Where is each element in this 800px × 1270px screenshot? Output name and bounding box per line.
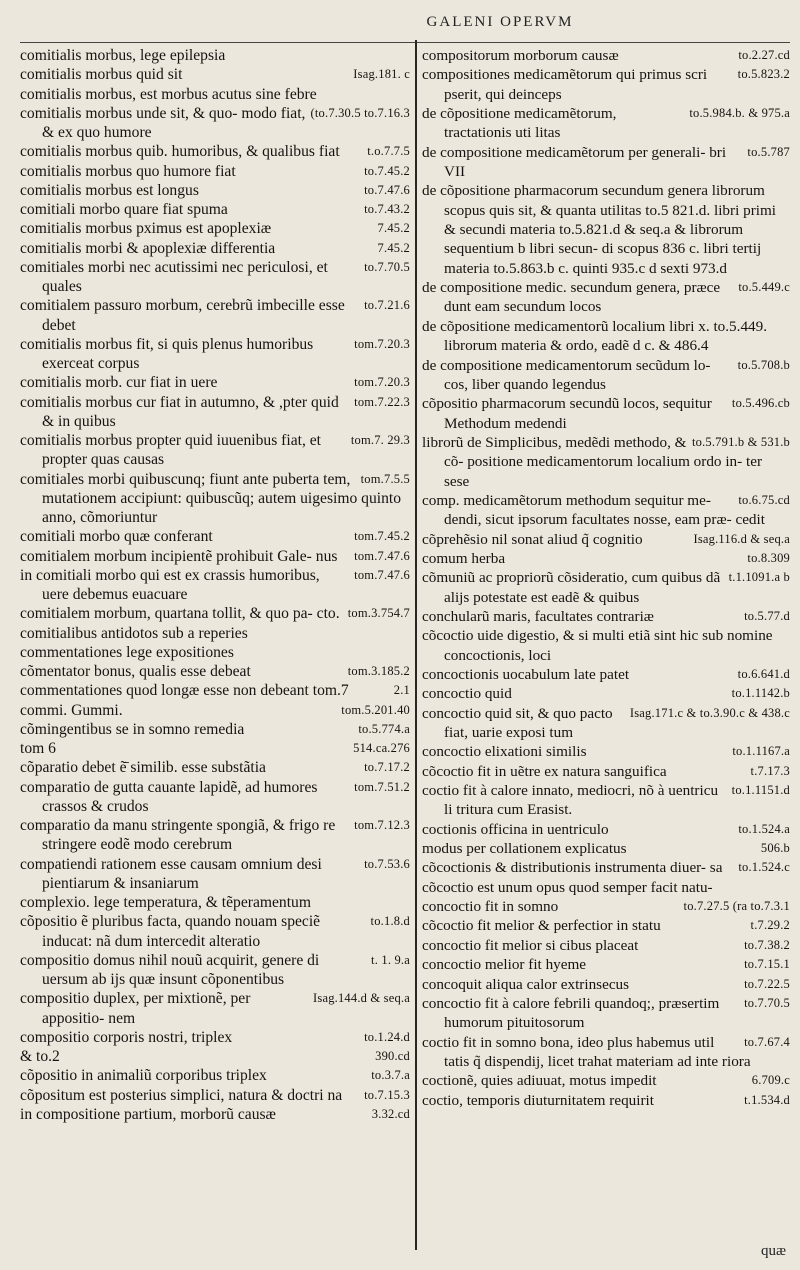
index-entry: [422, 1091, 790, 1110]
index-entry: [422, 916, 790, 935]
index-entry: [422, 820, 790, 839]
entry-text: & to.2: [20, 1048, 60, 1065]
index-entry: [422, 491, 790, 530]
index-entry: [20, 393, 410, 432]
entry-text: comitialis morbus est longus: [20, 181, 199, 199]
entry-reference: Isag.181. c: [353, 67, 410, 82]
entry-text: de cõpositione medicamẽtorum, tractationis uti litas: [422, 105, 617, 142]
entry-text: comitialibus antidotos sub a reperies: [20, 624, 248, 642]
index-entry: [422, 858, 790, 877]
entry-text: comitialis morbus fit, si quis plenus humoribus exerceat corpus: [20, 335, 314, 372]
index-entry: [422, 568, 790, 607]
entry-text: compositio corporis nostri, triplex: [20, 1028, 233, 1046]
index-entry: [422, 46, 790, 65]
index-entry: [20, 1047, 410, 1066]
entry-text: cõpositum est posterius simplici, natura & doctri na: [20, 1086, 343, 1104]
entry-reference: to.7.53.6: [364, 856, 410, 871]
entry-reference: tom.7.45.2: [354, 529, 410, 544]
index-entry: [20, 258, 410, 297]
entry-text: in compositione partium, morborũ causæ: [20, 1105, 276, 1123]
entry-text: cõcoctio fit in uẽtre ex natura sanguifica: [422, 762, 667, 780]
index-entry: [20, 85, 410, 104]
index-entry: [20, 758, 410, 777]
index-entry: [422, 665, 790, 684]
entry-text: cõprehẽsio nil sonat aliud q̃ cognitio: [422, 530, 643, 548]
entry-text: comparatio da manu stringente spongiã, & frigo re stringere eodẽ modo cerebrum: [20, 817, 336, 854]
index-entry: [20, 219, 410, 238]
entry-reference: 7.45.2: [377, 221, 410, 236]
entry-text: cõcoctio est unum opus quod semper facit natu-: [422, 878, 713, 896]
entry-text: comitialis morbus cur fiat in autumno, & ,pter quid & in quibus: [20, 393, 339, 430]
entry-text: comitialis morbus quib. humoribus, & qualibus fiat: [20, 143, 340, 161]
entry-reference: to.7.45.2: [364, 163, 410, 178]
index-entry: [20, 989, 410, 1028]
entry-reference: t. 1. 9.a: [371, 952, 410, 967]
index-entry: [20, 46, 410, 65]
entry-text: conchularũ maris, facultates contrariæ: [422, 607, 654, 625]
entry-reference: to.5.449.c: [738, 280, 790, 295]
entry-text: commentationes lege expositiones: [20, 643, 234, 661]
entry-text: comparatio de gutta cauante lapidẽ, ad humores crassos & crudos: [20, 778, 318, 815]
entry-text: comitialis morbus, est morbus acutus sine febre: [20, 85, 317, 103]
entry-text: cõmuniũ ac propriorũ cõsideratio, cum quibus dã alijs potestate est eadẽ & quibus: [422, 569, 721, 606]
entry-text: comitialis morbus, lege epilepsia: [20, 47, 226, 64]
entry-reference: to.5.77.d: [744, 608, 790, 623]
entry-text: compatiendi rationem esse causam omnium desi pientiarum & insaniarum: [20, 855, 322, 892]
entry-reference: to.1.24.d: [364, 1029, 410, 1044]
entry-reference: tom.7.22.3: [354, 394, 410, 409]
index-entry: [20, 778, 410, 817]
entry-reference: to.6.75.cd: [738, 492, 790, 507]
index-entry: [422, 975, 790, 994]
entry-reference: Isag.171.c & to.3.90.c & 438.c: [629, 705, 790, 720]
index-entry: [20, 643, 410, 662]
entry-text: compositorum morborum causæ: [422, 47, 619, 64]
index-entry: [422, 433, 790, 491]
index-entry: [20, 65, 410, 84]
entry-reference: tom.7.47.6: [354, 548, 410, 563]
entry-reference: to.7.27.5 (ra to.7.3.1: [683, 899, 790, 914]
index-entry: [422, 530, 790, 549]
index-entry: [20, 431, 410, 470]
right-column: [422, 46, 790, 1246]
index-entry: [20, 604, 410, 623]
index-entry: [422, 549, 790, 568]
entry-text: cõpositio ẽ pluribus facta, quando nouam speciẽ inducat: nã dum intercedit alteratio: [20, 913, 321, 950]
entry-reference: to.7.70.5: [364, 259, 410, 274]
running-header: [0, 14, 800, 42]
entry-text: cõmentator bonus, qualis esse debeat: [20, 663, 251, 680]
entry-text: comitialis morbus quo humore fiat: [20, 162, 236, 180]
index-entry: [20, 701, 410, 720]
index-entry: [20, 547, 410, 566]
entry-text: concoctionis uocabulum late patet: [422, 666, 630, 683]
entry-text: comitiales morbi nec acutissimi nec periculosi, et quales: [20, 258, 328, 295]
index-entry: [20, 1086, 410, 1105]
entry-reference: to.1.524.a: [738, 821, 790, 836]
entry-text: comp. medicamẽtorum methodum sequitur me- dendi, sicut ipsorum facultates nosse, eam præ- cedit: [422, 491, 765, 529]
entry-reference: to.5.984.b. & 975.a: [689, 106, 790, 121]
entry-reference: 3.32.cd: [371, 1106, 410, 1121]
entry-text: comitiali morbo quare fiat spuma: [20, 201, 228, 218]
entry-text: coctio fit in somno bona, ideo plus habemus util tatis q̃ dispendij, licet trahat materiam ad inte riora: [422, 1033, 751, 1070]
entry-reference: tom.7.20.3: [354, 336, 410, 351]
entry-reference: to.1.1142.b: [731, 686, 790, 701]
index-entry: [20, 335, 410, 374]
entry-text: cõpositio pharmacorum secundũ locos, sequitur Methodum medendi: [422, 395, 712, 432]
header-rule: [20, 42, 790, 43]
index-entry: [20, 373, 410, 392]
index-entry: [422, 878, 790, 897]
catchword: quæ: [760, 1243, 786, 1259]
running-title: GALENI OPERVM: [426, 14, 574, 30]
entry-reference: 514.ca.276: [353, 741, 410, 755]
entry-reference: t.7.17.3: [750, 763, 790, 778]
entry-reference: to.7.43.2: [364, 202, 410, 216]
entry-reference: tom.7.51.2: [354, 779, 410, 794]
index-entry: [422, 1033, 790, 1072]
entry-reference: to.7.67.4: [744, 1034, 790, 1049]
entry-text: commi. Gummi.: [20, 701, 123, 719]
entry-text: cõcoctio fit melior & perfectior in statu: [422, 917, 661, 935]
entry-reference: to.7.15.3: [364, 1087, 410, 1102]
entry-text: complexio. lege temperatura, & tẽperamentum: [20, 894, 311, 911]
index-entry: [422, 65, 790, 104]
entry-text: comitialis morbus quid sit: [20, 66, 183, 84]
index-entry: [422, 936, 790, 955]
entry-reference: tom.7.20.3: [354, 375, 410, 390]
entry-text: de compositione medic. secundum genera, præce dunt eam secundum locos: [422, 279, 721, 316]
index-entry: [20, 951, 410, 990]
entry-text: concoctio fit melior si cibus placeat: [422, 936, 639, 954]
entry-reference: to.7.22.5: [744, 976, 790, 991]
index-entry: [20, 527, 410, 546]
index-entry: [20, 1066, 410, 1085]
entry-reference: Isag.144.d & seq.a: [313, 991, 410, 1006]
entry-text: compositio duplex, per mixtionẽ, per appositio- nem: [20, 990, 251, 1027]
index-entry: [422, 607, 790, 626]
index-entry: [422, 317, 790, 356]
entry-reference: t.1.534.d: [744, 1092, 790, 1107]
index-entry: [422, 762, 790, 781]
entry-reference: to.5.708.b: [737, 357, 790, 372]
entry-text: commentationes quod longæ esse non debeant tom.7: [20, 682, 349, 700]
entry-text: comitialis morbus pximus est apoplexiæ: [20, 220, 272, 238]
index-entry: [422, 994, 790, 1033]
index-entry: [20, 470, 410, 528]
entry-reference: tom.3.754.7: [347, 606, 410, 621]
index-entry: [20, 739, 410, 758]
entry-text: concoquit aliqua calor extrinsecus: [422, 975, 630, 993]
entry-reference: tom.7.47.6: [354, 567, 410, 582]
entry-text: cõcoctionis & distributionis instrumenta diuer- sa: [422, 859, 723, 877]
entry-text: cõparatio debet ẽ̄ similib. esse substãtia: [20, 759, 266, 777]
entry-reference: 390.cd: [375, 1049, 410, 1063]
index-entry: [422, 839, 790, 858]
entry-reference: to.5.791.b & 531.b: [691, 434, 790, 449]
index-entry: [422, 704, 790, 743]
index-entry: [20, 912, 410, 951]
index-entry: [422, 278, 790, 317]
index-entry: [422, 1071, 790, 1090]
entry-text: compositiones medicamẽtorum qui primus scri pserit, qui deinceps: [422, 66, 708, 103]
entry-reference: 7.45.2: [377, 240, 410, 255]
entry-reference: 2.1: [393, 683, 410, 698]
entry-text: comitialem passuro morbum, cerebrũ imbecille esse debet: [20, 297, 345, 334]
entry-reference: to.1.1151.d: [731, 783, 790, 798]
entry-reference: 506.b: [760, 841, 790, 856]
index-entry: [20, 855, 410, 894]
index-entry: [20, 566, 410, 605]
entry-text: de cõpositione medicamentorũ localium libri x. to.5.449. librorum materia & ordo, eadẽ d c. & 486.4: [422, 317, 768, 355]
entry-reference: to.2.27.cd: [738, 48, 790, 62]
entry-reference: Isag.116.d & seq.a: [693, 531, 790, 546]
index-entry: [20, 1105, 410, 1124]
entry-text: de compositione medicamẽtorum per generali- bri VII: [422, 143, 727, 181]
entry-text: concoctio quid: [422, 685, 512, 703]
entry-reference: tom.7. 29.3: [350, 433, 410, 447]
entry-text: comitialis morb. cur fiat in uere: [20, 374, 218, 392]
index-entry: [20, 142, 410, 161]
entry-reference: to.5.787: [747, 144, 790, 159]
entry-reference: to.7.70.5: [744, 995, 790, 1010]
entry-text: comitialis morbus unde sit, & quo- modo fiat, & ex quo humore: [20, 104, 306, 141]
entry-reference: to.8.309: [747, 550, 790, 565]
entry-reference: tom.7.5.5: [360, 471, 410, 486]
entry-text: cõcoctio uide digestio, & si multi etiã sint hic sub nomine concoctionis, loci: [422, 627, 773, 664]
index-entry: [422, 181, 790, 278]
entry-reference: 6.709.c: [751, 1073, 790, 1088]
index-entry: [20, 296, 410, 335]
index-entry: [20, 662, 410, 681]
entry-text: comitiali morbo quæ conferant: [20, 528, 213, 546]
entry-reference: to.7.15.1: [744, 957, 790, 972]
entry-text: comitiales morbi quibuscunq; fiunt ante puberta tem, mutationem accipiunt: quibuscũq; autem uigesimo quinto anno, cõmoriuntur: [20, 470, 402, 526]
entry-reference: to.5.774.a: [358, 721, 410, 736]
entry-text: concoctio quid sit, & quo pacto fiat, uarie exposi tum: [422, 704, 613, 742]
entry-reference: tom.7.12.3: [354, 818, 410, 832]
entry-reference: to.7.38.2: [744, 937, 790, 952]
entry-reference: to.5.496.cb: [731, 396, 790, 411]
entry-text: concoctio fit in somno: [422, 898, 559, 916]
index-entry: [20, 181, 410, 200]
entry-reference: to.7.47.6: [364, 182, 410, 197]
entry-reference: to.1.524.c: [738, 860, 790, 875]
column-divider: [415, 40, 417, 1250]
entry-text: concoctio fit à calore febrili quandoq;, præsertim humorum pituitosorum: [422, 994, 720, 1032]
index-entry: [422, 356, 790, 395]
entry-text: coctionis officina in uentriculo: [422, 820, 609, 838]
entry-text: cõpositio in animaliũ corporibus triplex: [20, 1067, 267, 1085]
entry-reference: to.3.7.a: [371, 1068, 410, 1083]
index-entry: [422, 684, 790, 703]
entry-reference: to.7.17.2: [364, 760, 410, 775]
entry-reference: to.7.21.6: [364, 298, 410, 313]
entry-reference: to.1.1167.a: [732, 744, 790, 759]
entry-text: coctionẽ, quies adiuuat, motus impedit: [422, 1072, 657, 1090]
entry-text: comitialis morbus propter quid iuuenibus fiat, et propter quas causas: [20, 432, 321, 469]
entry-reference: (to.7.30.5 to.7.16.3: [310, 105, 410, 120]
index-entry: [422, 897, 790, 916]
index-entry: [20, 816, 410, 855]
entry-reference: t.7.29.2: [750, 918, 790, 933]
index-entry: [422, 143, 790, 182]
entry-text: in comitiali morbo qui est ex crassis humoribus, uere debemus euacuare: [20, 566, 320, 603]
entry-text: coctio, temporis diuturnitatem requirit: [422, 1091, 654, 1109]
entry-text: cõmingentibus se in somno remedia: [20, 720, 245, 738]
entry-text: concoctio melior fit hyeme: [422, 956, 587, 974]
left-column: [20, 46, 410, 1246]
entry-reference: to.6.641.d: [737, 667, 790, 681]
entry-text: comum herba: [422, 549, 506, 567]
index-entry: [422, 742, 790, 761]
index-entry: [20, 893, 410, 912]
entry-text: de compositione medicamentorum secũdum lo- cos, liber quando legendus: [422, 356, 711, 393]
entry-reference: tom.5.201.40: [341, 702, 410, 717]
entry-text: modus per collationem explicatus: [422, 840, 627, 858]
entry-reference: to.5.823.2: [737, 67, 790, 82]
index-entry: [20, 239, 410, 258]
index-entry: [20, 1028, 410, 1047]
entry-text: comitialem morbum incipientẽ prohibuit Gale- nus: [20, 547, 338, 565]
index-entry: [20, 624, 410, 643]
entry-text: coctio fit à calore innato, mediocri, nõ à uentricu li tritura cum Erasist.: [422, 782, 719, 819]
index-entry: [20, 104, 410, 143]
entry-reference: t.o.7.7.5: [367, 144, 410, 159]
index-entry: [20, 162, 410, 181]
index-entry: [20, 681, 410, 700]
entry-text: librorũ de Simplicibus, medẽdi methodo, & cõ- positione medicamentorum localium ordo in- ter sese: [422, 433, 763, 490]
entry-text: de cõpositione pharmacorum secundum genera librorum scopus quis sit, & quanta utilitas to.5 821.d. libri primi & secundi materia to.5.821.d & seq.a & librorum sequentium b libri secun- di scopus 836 c. libri tertij materia to.5.863.b c. quinti 935.c d sexti 973.d: [422, 182, 777, 277]
index-entry: [422, 781, 790, 820]
index-entry: [422, 626, 790, 665]
entry-reference: tom.3.185.2: [347, 664, 410, 678]
entry-text: comitialis morbi & apoplexiæ differentia: [20, 239, 276, 257]
entry-reference: to.1.8.d: [370, 914, 410, 929]
entry-text: concoctio elixationi similis: [422, 743, 587, 761]
index-entry: [422, 104, 790, 143]
index-entry: [20, 200, 410, 219]
index-entry: [20, 720, 410, 739]
entry-text: tom 6: [20, 740, 56, 757]
entry-reference: t.1.1091.a b: [728, 570, 790, 585]
entry-text: comitialem morbum, quartana tollit, & quo pa- cto.: [20, 605, 340, 623]
entry-text: compositio domus nihil nouũ acquirit, genere di uersum ab ijs quæ insunt cõponentibus: [20, 951, 320, 988]
index-entry: [422, 394, 790, 433]
index-entry: [422, 955, 790, 974]
